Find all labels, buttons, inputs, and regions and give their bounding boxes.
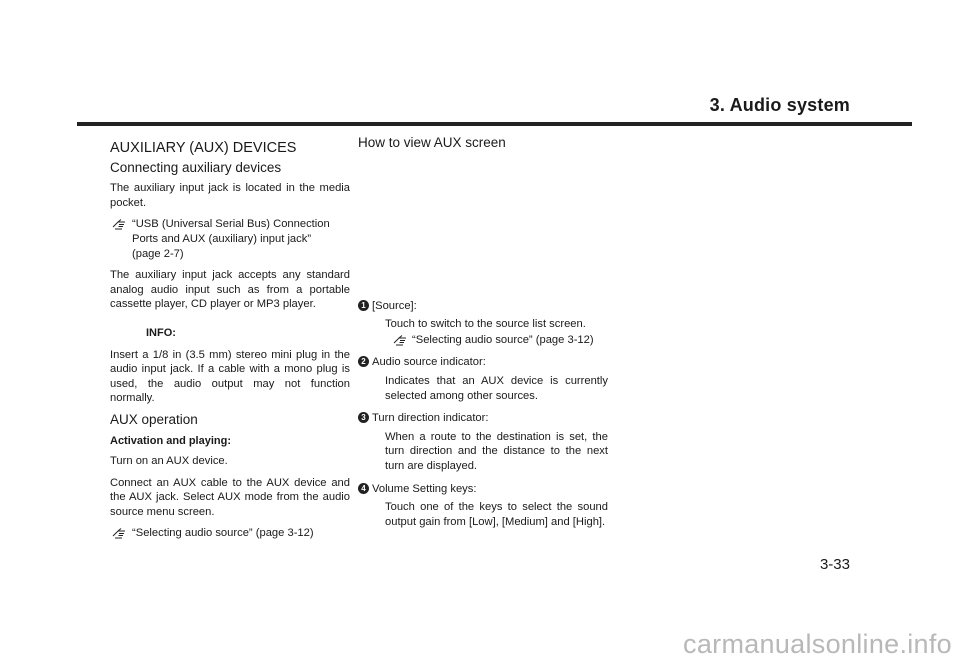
callout-description: Touch one of the keys to select the sound output gain from [Low], [Medium] and [High]. [385,501,608,528]
callout-description: Touch to switch to the source list screen. [385,318,586,331]
info-text: Insert a 1/8 in (3.5 mm) stereo mini plug in the audio input jack. If a cable with a mono plug is used, the audio output may not function normally. [110,348,350,405]
reference-usb-line-1: “USB (Universal Serial Bus) Connection [132,218,330,231]
paragraph-connect: Connect an AUX cable to the AUX device and the AUX jack. Select AUX mode from the audio source menu screen. [110,476,350,518]
callout-number: 3 [358,412,369,423]
section-title: AUXILIARY (AUX) DEVICES [110,140,297,156]
callout-item [358,355,608,403]
pointing-hand-icon [393,334,408,346]
header-rule [77,122,912,126]
reference-selecting-text: “Selecting audio source” (page 3-12) [132,527,314,540]
reference-text: “Selecting audio source” (page 3-12) [412,333,594,346]
pointing-hand-icon [112,218,127,230]
left-column [110,136,350,548]
subsection-view: How to view AUX screen [358,135,506,150]
callout-number: 1 [358,300,369,311]
callout-title: Audio source indicator: [372,356,486,369]
callout-title: [Source]: [372,299,417,312]
paragraph-location: The auxiliary input jack is located in the media pocket. [110,182,350,209]
pointing-hand-icon [112,527,127,539]
page-number: 3-33 [819,556,850,573]
info-label: INFO: [146,326,176,339]
watermark: carmanualsonline.info [683,629,952,659]
reference-selecting[interactable] [110,526,350,541]
activation-label: Activation and playing: [110,434,232,447]
reference-usb-line-2: Ports and AUX (auxiliary) input jack” [132,232,312,245]
right-column [358,136,608,537]
paragraph-turn-on: Turn on an AUX device. [110,455,228,468]
callout-item [358,299,608,348]
callout-title: Turn direction indicator: [372,412,489,425]
subsection-operation: AUX operation [110,411,198,427]
figure-area [358,157,608,299]
callout-title: Volume Setting keys: [372,482,477,495]
callout-description: When a route to the destination is set, the turn direction and the distance to the next turn are displayed. [385,430,608,472]
subsection-connecting: Connecting auxiliary devices [110,159,282,175]
reference-usb-line-3: (page 2-7) [132,247,184,260]
chapter-title: 3. Audio system [709,95,850,115]
reference-usb[interactable] [110,217,350,261]
reference-selecting-source[interactable] [372,333,608,348]
callout-description: Indicates that an AUX device is currently selected among other sources. [385,374,608,402]
callout-item [358,411,608,473]
paragraph-accepts: The auxiliary input jack accepts any standard analog audio input such as from a portable cassette player, CD player or MP3 player. [110,269,350,311]
callout-number: 4 [358,483,369,494]
callout-number: 2 [358,356,369,367]
callout-item [358,482,608,530]
